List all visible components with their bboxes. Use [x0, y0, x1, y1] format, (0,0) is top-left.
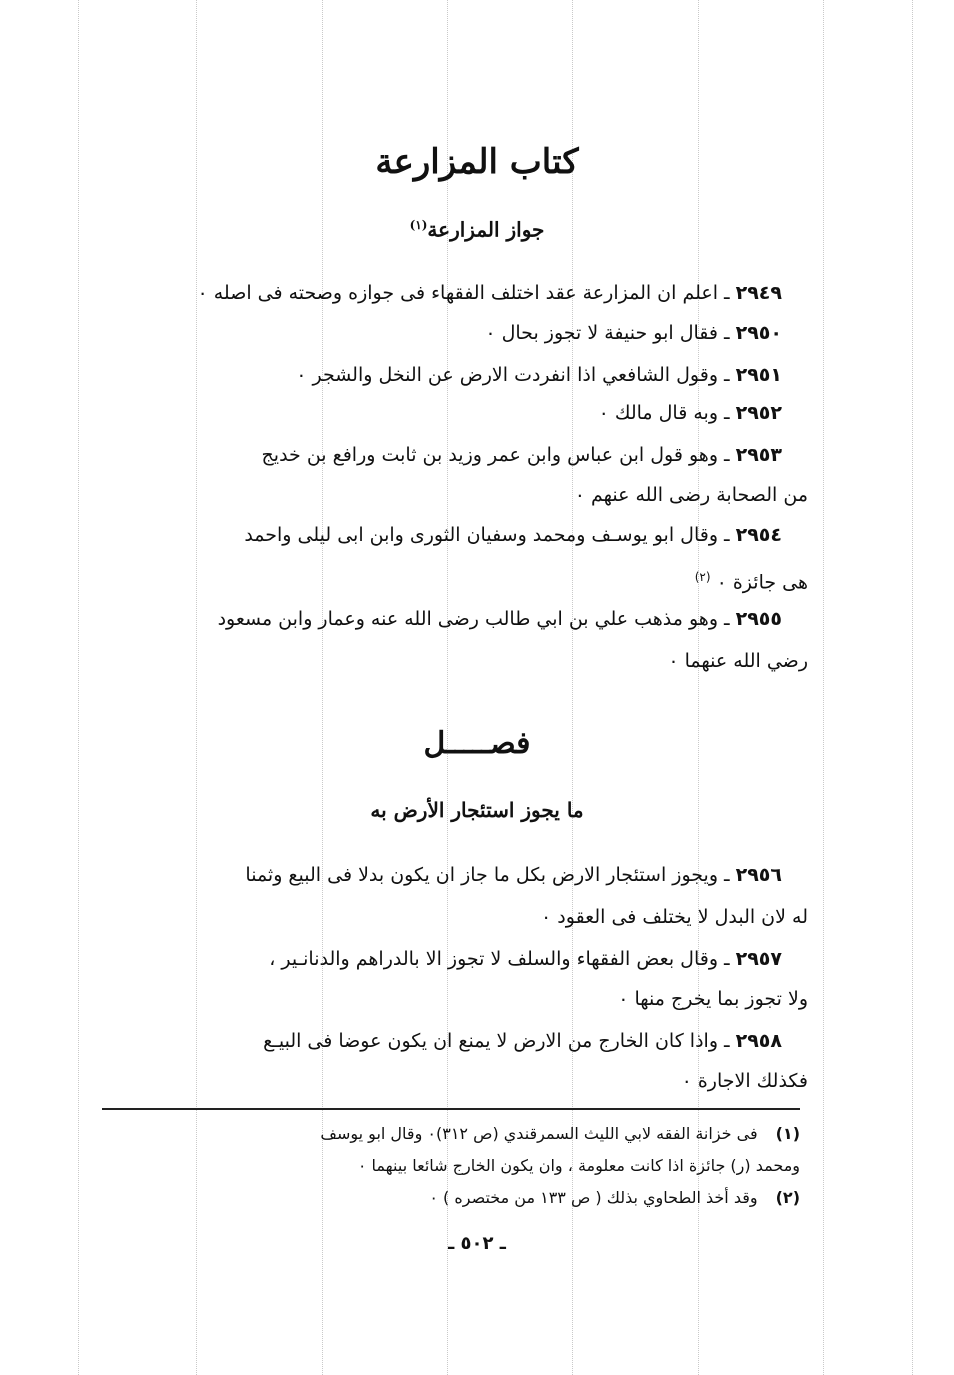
section-subtitle: ما يجوز استئجار الأرض به: [370, 798, 584, 822]
paragraph-text: هى جائزة ٠: [716, 571, 808, 594]
paragraph-number: ٢٩٥٣: [735, 444, 782, 466]
paragraph-number: ٢٩٥٦: [735, 864, 782, 886]
footnote-1: [100, 1120, 800, 1148]
paragraph-number: ٢٩٥٤: [735, 524, 782, 546]
paragraph-text: ـ وبه قال مالك ٠: [598, 402, 730, 424]
paragraph-text: ـ وقال ابو يوسـف ومحمد وسفيان الثورى وابن ابى ليلى واحمد: [244, 524, 730, 546]
paragraph-2955-cont: رضي الله عنهما ٠: [668, 650, 808, 672]
paragraph-2957-cont: ولا تجوز بما يخرج منها ٠: [618, 988, 808, 1010]
scan-artifact-line: [78, 0, 79, 1375]
paragraph-2957: [112, 944, 782, 974]
footnote-ref: (١): [409, 218, 428, 232]
paragraph-2956: [112, 860, 782, 890]
footnote-1-cont: ومحمد (ر) جائزة اذا كانت معلومة ، وان يكون الخارج شائعا بينهما ٠: [357, 1156, 800, 1175]
paragraph-2958-cont: فكذلك الاجارة ٠: [681, 1070, 808, 1092]
paragraph-text: ـ واذا كان الخارج من الارض لا يمنع ان يكون عوضا فى البيـع: [263, 1030, 730, 1052]
paragraph-number: ٢٩٥٥: [735, 608, 782, 630]
chapter-subtitle: [0, 210, 954, 245]
paragraph-2952: [112, 398, 782, 428]
paragraph-text: ـ اعلم ان المزارعة عقد اختلف الفقهاء فى جوازه وصحته فى اصله ٠: [197, 282, 730, 304]
page-number: ـ ٥٠٢ ـ: [448, 1233, 506, 1254]
chapter-subtitle-text: جواز المزارعة: [427, 217, 545, 242]
footnote-2: [100, 1184, 800, 1212]
paragraph-2953: [112, 440, 782, 470]
paragraph-2949: [112, 278, 782, 308]
paragraph-2951: [112, 360, 782, 390]
paragraph-text: ـ فقال ابو حنيفة لا تجوز بحال ٠: [485, 322, 730, 344]
paragraph-text: ـ وهو قول ابن عباس وابن عمر وزيد بن ثابت ورافع بن خديج: [261, 444, 730, 466]
paragraph-number: ٢٩٥٧: [735, 948, 782, 970]
scan-artifact-line: [912, 0, 913, 1375]
paragraph-text: ـ وهو مذهب علي بن ابي طالب رضى الله عنه وعمار وابن مسعود: [217, 608, 730, 630]
paragraph-2953-cont: من الصحابة رضى الله عنهم ٠: [574, 484, 808, 506]
paragraph-number: ٢٩٥٢: [735, 402, 782, 424]
footnote-mark: (٢): [775, 1188, 800, 1207]
paragraph-2954: [112, 520, 782, 550]
paragraph-number: ٢٩٥٨: [735, 1030, 782, 1052]
paragraph-2956-cont: له لان البدل لا يختلف فى العقود ٠: [541, 906, 808, 928]
paragraph-number: ٢٩٥٠: [735, 322, 782, 344]
paragraph-text: ـ وقال بعض الفقهاء والسلف لا تجوز الا بالدراهم والدنانـير ،: [269, 948, 730, 970]
paragraph-2955: [112, 604, 782, 634]
paragraph-text: ـ ويجوز استئجار الارض بكل ما جاز ان يكون بدلا فى البيع وثمنا: [245, 864, 730, 886]
footnote-divider: [102, 1108, 800, 1110]
paragraph-2950: [112, 318, 782, 348]
footnote-mark: (١): [775, 1124, 800, 1143]
paragraph-text: ـ وقول الشافعي اذا انفردت الارض عن النخل والشجر ٠: [296, 364, 730, 386]
paragraph-2954-cont: [138, 562, 808, 597]
paragraph-number: ٢٩٤٩: [735, 282, 782, 304]
footnote-ref: (٢): [694, 570, 711, 584]
paragraph-2958: [112, 1026, 782, 1056]
footnote-text: فى خزانة الفقه لابي الليث السمرقندي (ص ٣١٢)٠ وقال ابو يوسف: [320, 1124, 758, 1143]
footnote-text: وقد أخذ الطحاوي بذلك ( ص ١٣٣ من مختصره ) ٠: [429, 1188, 758, 1207]
section-title: فصـــــل: [423, 726, 531, 761]
paragraph-number: ٢٩٥١: [735, 364, 782, 386]
book-title: كتاب المزارعة: [375, 142, 579, 182]
scan-artifact-line: [823, 0, 824, 1375]
